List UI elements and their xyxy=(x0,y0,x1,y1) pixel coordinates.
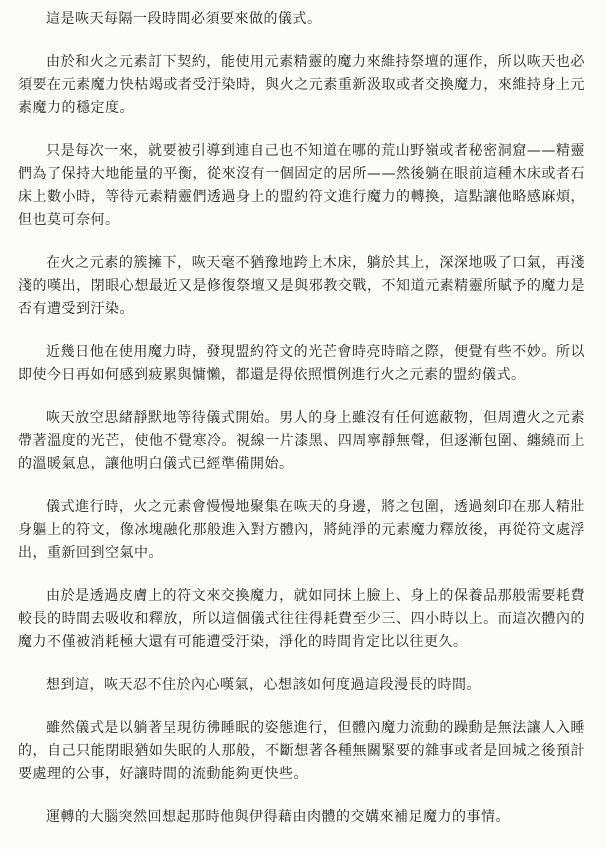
document-body xyxy=(18,8,585,849)
paragraph-7: 儀式進行時，火之元素會慢慢地聚集在咴天的身邊，將之包圍，透過刻印在那人精壯身軀上的符文，像冰塊融化那般進入對方體內，將純淨的元素魔力釋放後，再從符文處浮出，重新回到空氣中。 xyxy=(18,499,585,561)
paragraph-11: 運轉的大腦突然回想起那時他與伊得藉由肉體的交媾來補足魔力的事情。 xyxy=(46,809,510,825)
paragraph-8: 由於是透過皮膚上的符文來交換魔力，就如同抹上臉上、身上的保養品那般需要耗費較長的時間去吸收和釋放，所以這個儀式往往得耗費至少三、四小時以上。而這次體內的魔力不僅被消耗極大還有可能遭受汙染，淨化的時間肯定比以往更久。 xyxy=(18,588,585,650)
paragraph-9: 想到這，咴天忍不住於內心嘆氣，心想該如何度過這段漫長的時間。 xyxy=(46,677,481,693)
paragraph-1: 這是咴天每隔一段時間必須要來做的儀式。 xyxy=(46,11,322,27)
paragraph-2: 由於和火之元素訂下契約，能使用元素精靈的魔力來維持祭壇的運作，所以咴天也必須要在元素魔力快枯竭或者受汙染時，與火之元素重新汲取或者交換魔力，來維持身上元素魔力的穩定度。 xyxy=(18,54,585,116)
paragraph-3: 只是每次一來，就要被引導到連自己也不知道在哪的荒山野嶺或者秘密洞窟——精靈們為了保持大地能量的平衡，從來沒有一個固定的居所——然後躺在眼前這種木床或者石床上數小時，等待元素精靈們透過身上的盟約符文進行魔力的轉換，這點讓他略感麻煩，但也莫可奈何。 xyxy=(18,143,585,228)
paragraph-4: 在火之元素的簇擁下，咴天毫不猶豫地跨上木床，躺於其上，深深地吸了口氣，再淺淺的嘆出，閉眼心想最近又是修復祭壇又是與邪教交戰，不知道元素精靈所賦予的魔力是否有遭受到汙染。 xyxy=(18,255,585,317)
paragraph-6: 咴天放空思緒靜默地等待儀式開始。男人的身上雖沒有任何遮蔽物，但周遭火之元素帶著溫度的光芒，使他不覺寒冷。視線一片漆黑、四周寧靜無聲，但逐漸包圍、纏繞而上的溫暖氣息，讓他明白儀式已經準備開始。 xyxy=(18,410,585,472)
paragraph-5: 近幾日他在使用魔力時，發現盟約符文的光芒會時亮時暗之際，便覺有些不妙。所以即使今日再如何感到疲累與慵懶，都還是得依照慣例進行火之元素的盟約儀式。 xyxy=(18,344,585,383)
paragraph-10: 雖然儀式是以躺著呈現彷彿睡眠的姿態進行，但體內魔力流動的躁動是無法讓人入睡的，自己只能閉眼猶如失眠的人那般，不斷想著各種無關緊要的雜事或者是回城之後預計要處理的公事，好讓時間的流動能夠更快些。 xyxy=(18,720,585,782)
